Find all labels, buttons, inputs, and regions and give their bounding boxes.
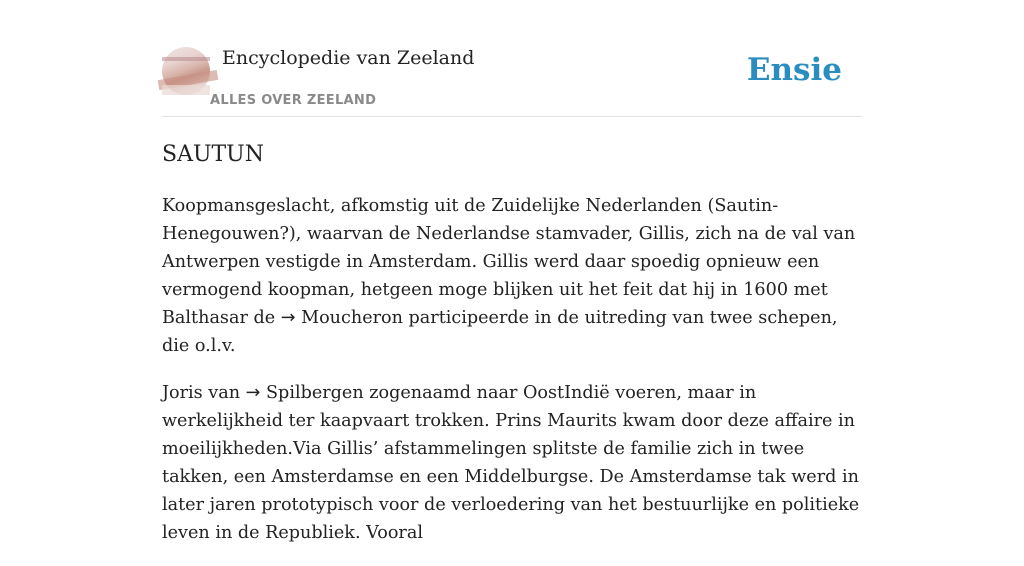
paragraph: [162, 192, 862, 360]
arrow-icon: →: [280, 308, 296, 328]
content-column: [162, 0, 862, 543]
site-title[interactable]: Encyclopedie van Zeeland: [222, 47, 475, 69]
article-body: [162, 192, 862, 566]
crossref-link[interactable]: Spilbergen: [266, 383, 364, 403]
arrow-icon: →: [245, 383, 261, 403]
article-title: SAUTUN: [162, 142, 264, 167]
site-header: [162, 0, 862, 117]
site-avatar[interactable]: [162, 47, 210, 95]
paragraph-text: Koopmansgeslacht, afkomstig uit de Zuidelijke Nederlanden (Sautin-Henegouwen?), waarvan de Nederlandse stamvader, Gillis, zich na de val van Antwerpen vestigde in Amsterdam. Gillis werd daar spoedig opnieuw een vermogend koopman, hetgeen moge blijken uit het feit dat hij in 1600 met Balthasar de: [162, 196, 856, 328]
paragraph-text: zogenaamd naar OostIndië voeren, maar in werkelijkheid ter kaapvaart trokken. Prins Maurits kwam door deze affaire in moeilijkheden.Via Gillis’ afstammelingen splitste de familie zich in twee takken, een Amsterdamse en een Middelburgse. De Amsterdamse tak werd in later jaren prototypisch voor de verloedering van het bestuurlijke en politieke leven in de Republiek. Vooral: [162, 383, 860, 543]
paragraph: [162, 379, 862, 547]
paragraph-text: Joris van: [162, 383, 246, 403]
ensie-logo-link[interactable]: Ensie: [746, 52, 842, 88]
site-tagline: ALLES OVER ZEELAND: [210, 93, 377, 108]
paragraph-text: participeerde in de uitreding van twee schepen, die o.l.v.: [162, 308, 838, 356]
crossref-link[interactable]: Moucheron: [301, 308, 403, 328]
